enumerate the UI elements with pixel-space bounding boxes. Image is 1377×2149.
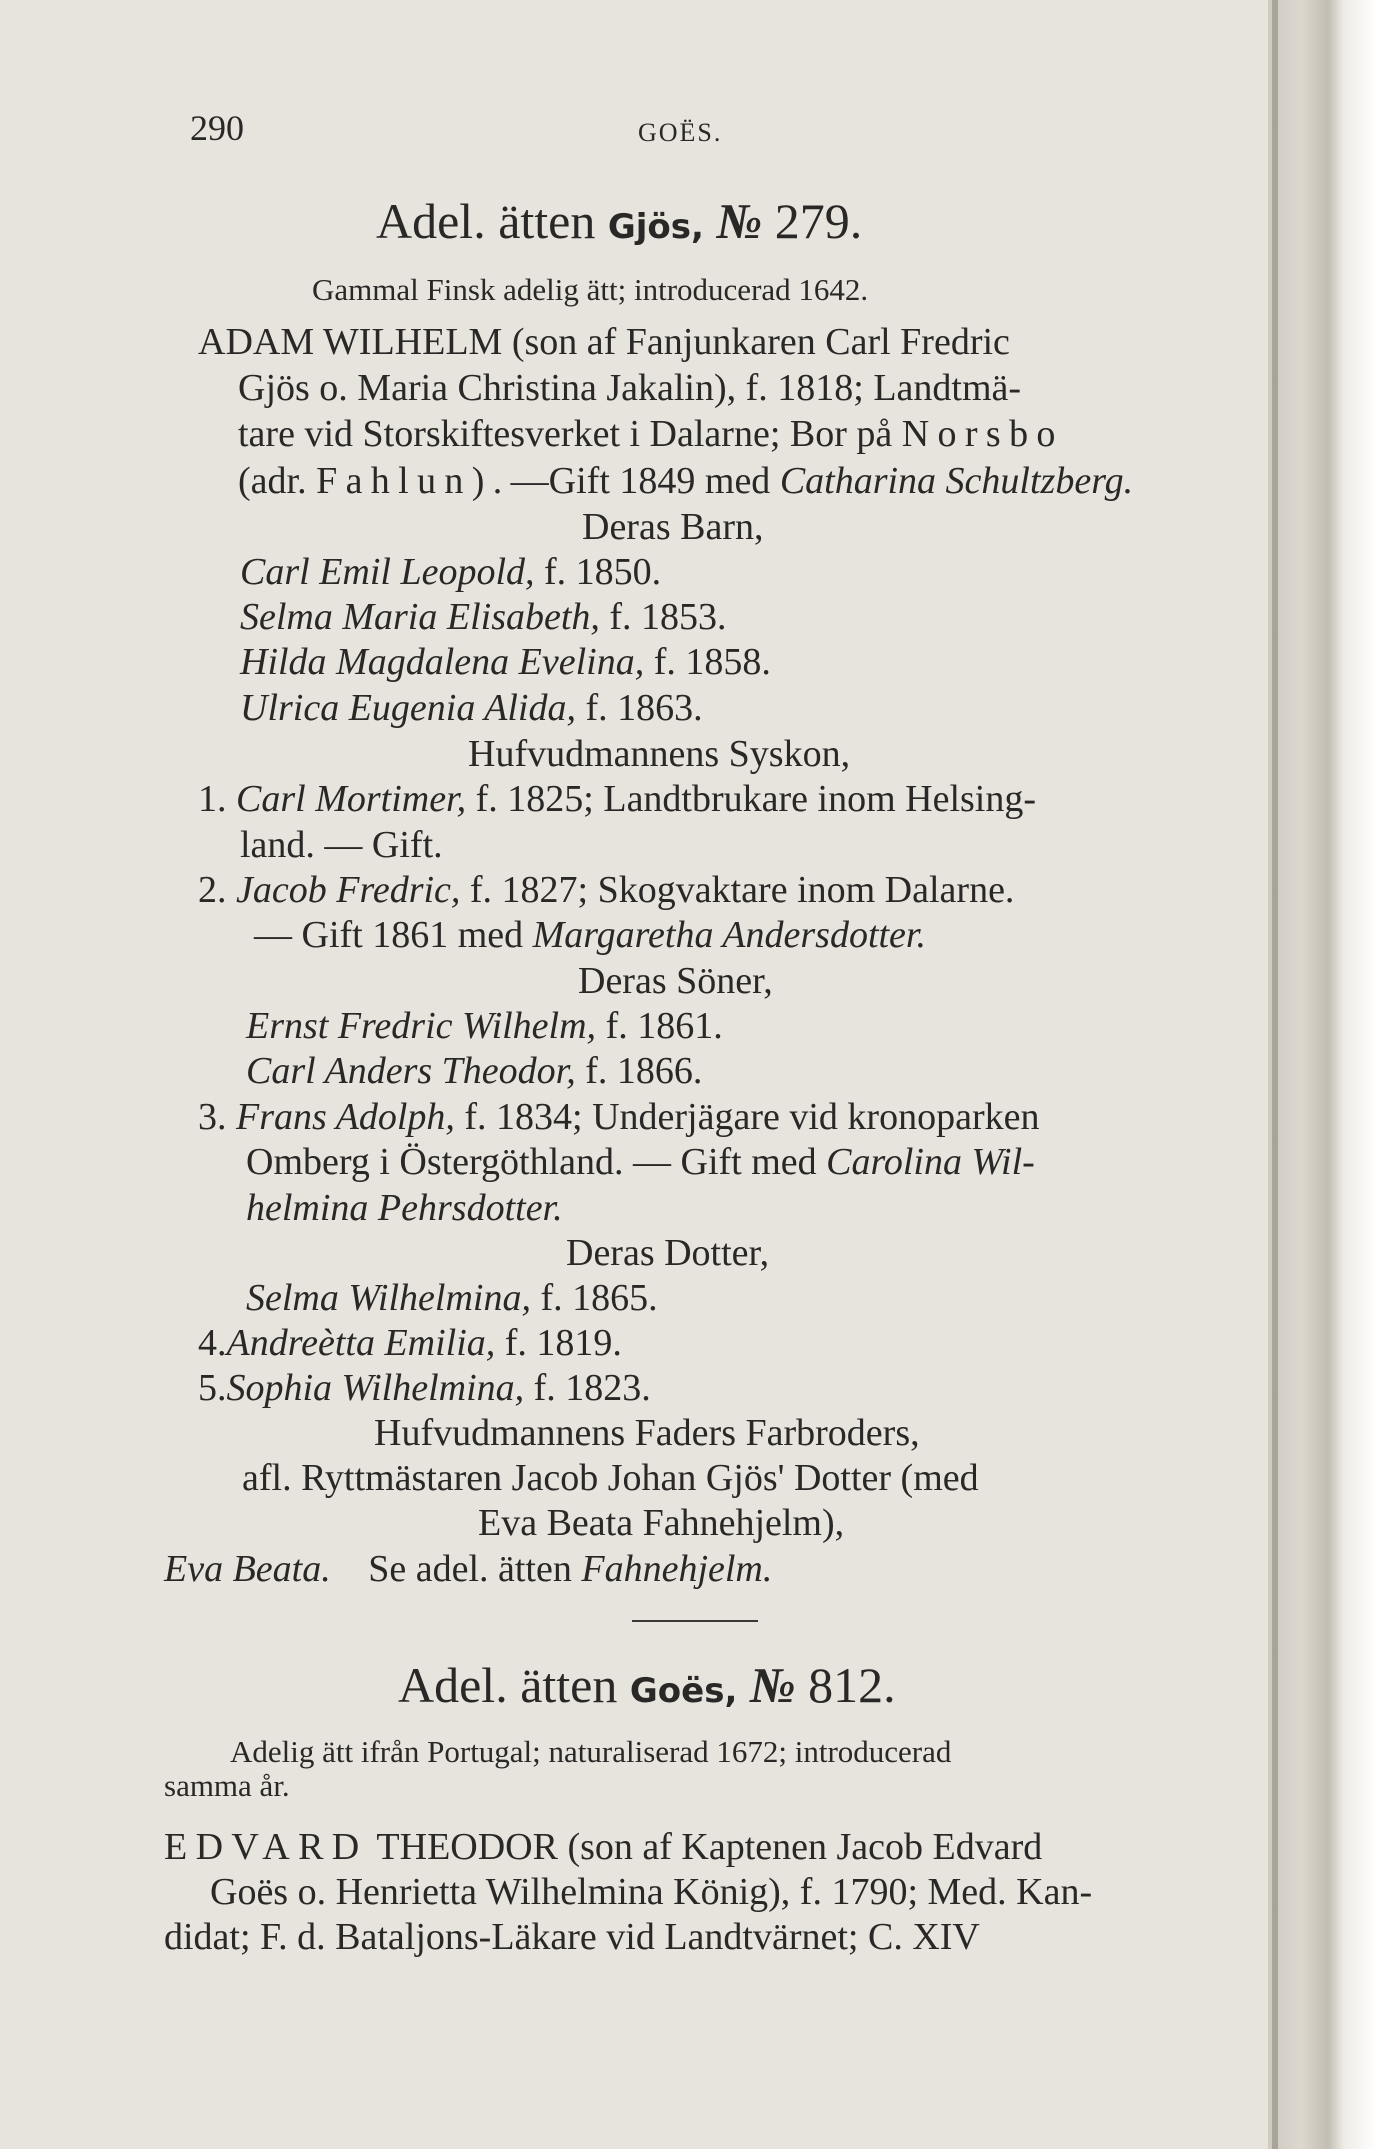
sibling-born: f. 1823. [533,1367,651,1409]
head-line-4 [238,462,1133,500]
sibling-details: f. 1834; Underjägare vid kronoparken [464,1096,1040,1138]
family-name: Goës, [629,1671,738,1711]
sibling-details: f. 1825; Landtbrukare inom Helsing- [475,778,1037,820]
cross-ref-name: Eva Beata. [164,1548,331,1590]
number-sign: № [749,1657,796,1713]
sibling-entry-3 [198,1098,1039,1136]
running-title: GOËS. [638,118,723,147]
head-line-2: Goës o. Henrietta Wilhelmina König), f. 1790; Med. Kan- [210,1871,1093,1913]
head-line-3 [238,415,1064,453]
sibling-number: 5. [198,1367,227,1409]
section-heading-goes [398,1657,896,1713]
family-number: 279. [774,193,863,249]
sibling-number: 3. [198,1096,227,1138]
family-note: Gammal Finsk adelig ätt; introducerad 1642. [312,272,869,307]
sibling-entry-1 [198,780,1036,818]
son-entry [246,1007,723,1045]
daughter-heading: Deras Dotter, [566,1232,770,1274]
family-name: Gjös, [607,207,704,247]
sibling-number: 2. [198,869,227,911]
sibling-number: 4. [198,1322,227,1364]
daughter-born: f. 1865. [540,1277,658,1319]
sibling-spouse: Carolina Wil- [826,1141,1035,1183]
head-line-1 [198,323,1010,361]
section-heading-gjos [376,193,863,249]
number-sign: № [716,193,763,249]
children-heading: Deras Barn, [582,506,764,548]
family-note-line-2: samma år. [164,1768,290,1803]
uncle-line-2: Eva Beata Fahnehjelm), [478,1502,845,1544]
son-born: f. 1861. [605,1005,723,1047]
sons-heading: Deras Söner, [578,960,773,1002]
head-parents: (son af Fanjunkaren Carl Fredric [511,321,1010,363]
head-address: Fahlun). [316,460,511,502]
head-address-label: (adr. [238,460,307,502]
head-line-1 [164,1828,1042,1866]
uncle-line-1: afl. Ryttmästaren Jacob Johan Gjös' Dotter (med [242,1457,979,1499]
family-note-line-1: Adelig ätt ifrån Portugal; naturaliserad 1672; introducerad [230,1734,952,1769]
page-number: 290 [190,108,244,148]
cross-reference [164,1550,772,1588]
child-born: f. 1853. [609,596,727,638]
sibling-name: Jacob Fredric, [236,869,461,911]
sibling-1-line-2: land. — Gift. [240,824,443,866]
sibling-marriage: — Gift 1861 med [254,914,524,956]
child-born: f. 1863. [585,687,703,729]
head-line-3: didat; F. d. Bataljons-Läkare vid Landtvärnet; C. XIV [164,1916,980,1958]
child-entry [240,643,771,681]
child-name: Ulrica Eugenia Alida, [240,687,576,729]
child-name: Selma Maria Elisabeth, [240,596,600,638]
head-occupation: tare vid Storskiftesverket i Dalarne; Bor på [238,413,893,455]
heading-prefix: Adel. ätten [376,193,596,249]
heading-prefix: Adel. ätten [398,1657,618,1713]
child-entry [240,689,703,727]
sibling-details: f. 1827; Skogvaktare inom Dalarne. [469,869,1015,911]
family-number: 812. [808,1657,896,1713]
son-name: Ernst Fredric Wilhelm, [246,1005,597,1047]
sibling-name: Carl Mortimer, [236,778,467,820]
cross-ref-target: Fahnehjelm. [581,1548,773,1590]
head-name: EDVARD [164,1826,368,1868]
child-name: Carl Emil Leopold, [240,551,535,593]
page-gutter [1268,0,1377,2149]
sibling-name: Andreètta Emilia, [226,1322,496,1364]
sibling-3-line-3: helmina Pehrsdotter. [246,1187,563,1229]
sibling-name: Frans Adolph, [236,1096,455,1138]
siblings-heading: Hufvudmannens Syskon, [468,733,851,775]
child-entry [240,598,727,636]
child-born: f. 1850. [544,551,662,593]
sibling-spouse: Margaretha Andersdotter. [532,914,926,956]
son-born: f. 1866. [585,1050,703,1092]
uncle-heading: Hufvudmannens Faders Farbroders, [374,1412,920,1454]
sibling-born: f. 1819. [504,1322,622,1364]
sibling-entry-4 [198,1324,622,1362]
sibling-number: 1. [198,778,227,820]
sibling-name: Sophia Wilhelmina, [226,1367,525,1409]
head-marriage: —Gift 1849 med [510,460,771,502]
son-entry [246,1052,702,1090]
head-spouse: Catharina Schultzberg. [779,460,1134,502]
cross-ref-text: Se adel. ätten [368,1548,572,1590]
head-residence: Norsbo [901,413,1064,455]
head-parents: THEODOR (son af Kaptenen Jacob Edvard [376,1826,1043,1868]
sibling-residence: Omberg i Östergöthland. — Gift med [246,1141,817,1183]
child-entry [240,553,661,591]
child-name: Hilda Magdalena Evelina, [240,641,645,683]
sibling-2-line-2 [254,916,926,954]
sibling-entry-5 [198,1369,651,1407]
sibling-entry-2 [198,871,1014,909]
head-line-2: Gjös o. Maria Christina Jakalin), f. 1818; Landtmä- [238,367,1022,409]
head-name: ADAM WILHELM [198,321,503,363]
child-born: f. 1858. [653,641,771,683]
daughter-entry [246,1279,658,1317]
book-spine-edge [1272,0,1278,2149]
son-name: Carl Anders Theodor, [246,1050,576,1092]
sibling-3-line-2 [246,1143,1035,1181]
section-divider [632,1620,758,1622]
daughter-name: Selma Wilhelmina, [246,1277,531,1319]
